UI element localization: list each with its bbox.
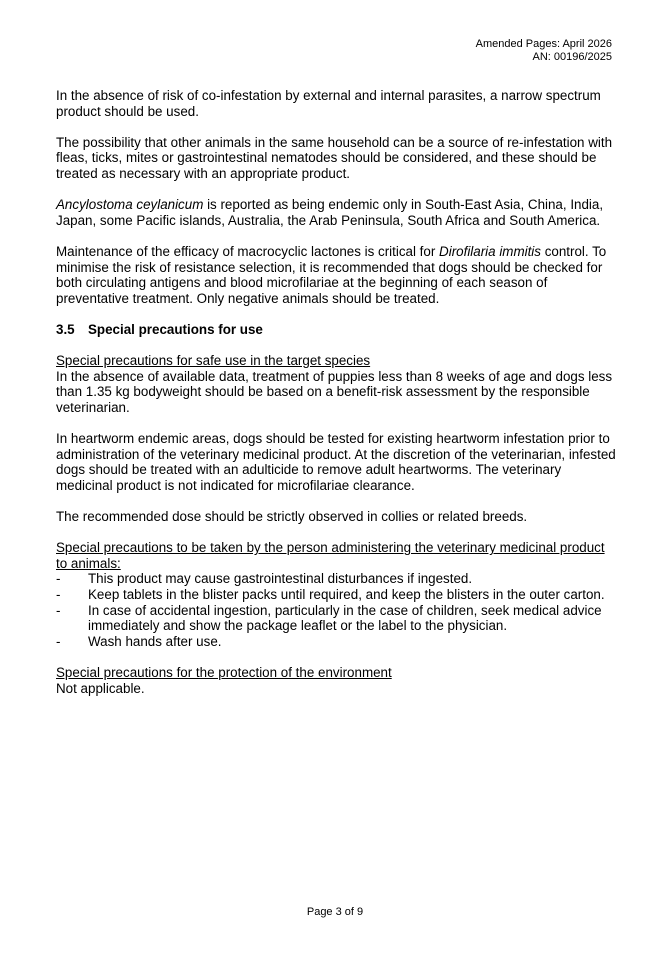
list-item xyxy=(56,634,616,650)
subheading-administering: Special precautions to be taken by the person administering the veterinary medicinal product to animals: xyxy=(56,540,605,571)
page-header xyxy=(476,38,612,64)
bullet-dash: - xyxy=(56,602,61,618)
subheading-environment: Special precautions for the protection of the environment xyxy=(56,664,392,680)
application-number-line: AN: 00196/2025 xyxy=(532,51,612,63)
paragraph-ancylostoma xyxy=(56,197,616,228)
list-item xyxy=(56,587,616,603)
list-item-text: Keep tablets in the blister packs until required, and keep the blisters in the outer carton. xyxy=(88,587,605,602)
bullet-dash: - xyxy=(56,587,61,602)
species-name-dirofilaria: Dirofilaria immitis xyxy=(439,243,541,259)
list-item xyxy=(56,571,616,587)
species-name-ancylostoma: Ancylostoma ceylanicum xyxy=(56,197,204,213)
paragraph-reinfestation: The possibility that other animals in the same household can be a source of re-infestation with fleas, ticks, mites or gastrointestinal nematodes should be considered, and these should be treated as necessary with an appropriate product. xyxy=(56,134,613,181)
paragraph-heartworm: In heartworm endemic areas, dogs should be tested for existing heartworm infestation prior to administration of the veterinary medicinal product. At the discretion of the veterinarian, infested dogs should be treated with an adulticide to remove adult heartworms. The veterinary medicinal product is not indicated for microfilariae clearance. xyxy=(56,431,616,493)
bullet-dash: - xyxy=(56,571,61,587)
paragraph-collies: The recommended dose should be strictly observed in collies or related breeds. xyxy=(56,509,528,525)
section-heading xyxy=(56,322,616,338)
subheading-target-species: Special precautions for safe use in the target species xyxy=(56,353,371,369)
section-number: 3.5 xyxy=(56,321,75,337)
list-item-text: Wash hands after use. xyxy=(88,633,222,649)
paragraph-macrocyclic-start: Maintenance of the efficacy of macrocyclic lactones is critical for xyxy=(56,243,440,259)
paragraph-narrow-spectrum: In the absence of risk of co-infestation by external and internal parasites, a narrow spectrum product should be used. xyxy=(56,88,601,119)
section-title: Special precautions for use xyxy=(88,321,263,337)
amended-pages-line: Amended Pages: April 2026 xyxy=(475,38,612,50)
document-body xyxy=(56,88,616,712)
paragraph-not-applicable: Not applicable. xyxy=(56,680,145,696)
paragraph-macrocyclic-end: control. To minimise the risk of resistance selection, it is recommended that dogs should be checked for both circulating antigens and blood microfilariae at the beginning of each season of preventative treatment. Only negative animals should be treated. xyxy=(56,243,607,306)
list-item-text: This product may cause gastrointestinal disturbances if ingested. xyxy=(88,571,473,587)
paragraph-puppies: In the absence of available data, treatment of puppies less than 8 weeks of age and dogs less than 1.35 kg bodyweight should be based on a benefit-risk assessment by the responsible veterinarian. xyxy=(56,368,613,415)
paragraph-macrocyclic-lactones xyxy=(56,244,616,306)
list-item xyxy=(56,603,616,634)
precautions-list xyxy=(56,571,616,649)
paragraph-ancylostoma-text: is reported as being endemic only in South-East Asia, China, India, Japan, some Pacific islands, Australia, the Arab Peninsula, South Africa and South America. xyxy=(56,197,604,228)
page-number: Page 3 of 9 xyxy=(306,906,364,918)
list-item-text: In case of accidental ingestion, particularly in the case of children, seek medical advice immediately and show the package leaflet or the label to the physician. xyxy=(88,602,602,634)
bullet-dash: - xyxy=(56,633,61,649)
